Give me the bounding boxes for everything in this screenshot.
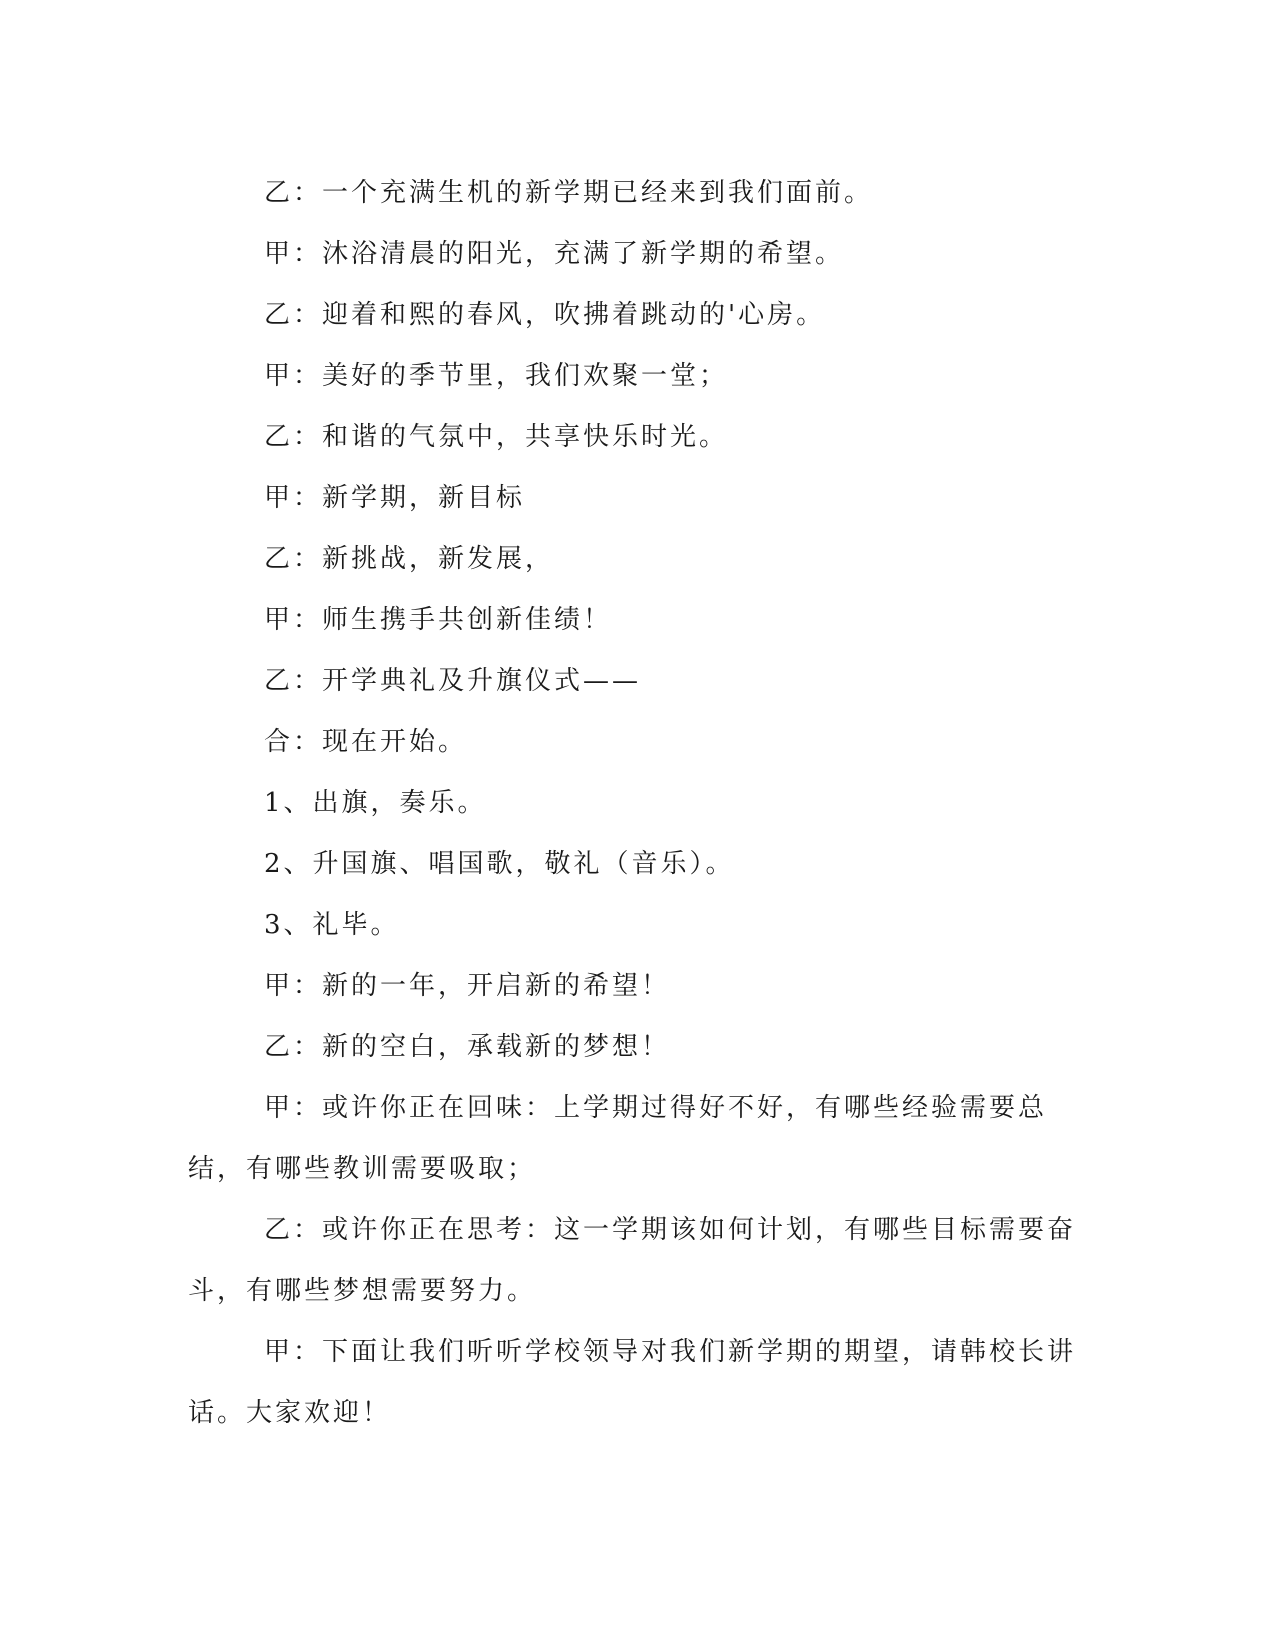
paragraph: 合：现在开始。 [264,727,468,757]
paragraph: 甲：下面让我们听听学校领导对我们新学期的期望，请韩校长讲话。大家欢迎！ [188,1337,1077,1428]
list-item: 3、礼毕。 [264,910,400,940]
paragraph: 乙：一个充满生机的新学期已经来到我们面前。 [264,178,874,208]
paragraph: 甲：沐浴清晨的阳光，充满了新学期的希望。 [264,239,845,269]
paragraph: 乙：新的空白，承载新的梦想！ [264,1032,671,1062]
list-item: 2、升国旗、唱国歌，敬礼（音乐）。 [264,849,735,879]
document-body [188,163,1078,1444]
paragraph: 甲：或许你正在回味：上学期过得好不好，有哪些经验需要总结，有哪些教训需要吸取； [188,1093,1048,1184]
paragraph: 乙：或许你正在思考：这一学期该如何计划，有哪些目标需要奋斗，有哪些梦想需要努力。 [188,1215,1077,1306]
paragraph: 乙：和谐的气氛中，共享快乐时光。 [264,422,729,452]
list-item: 1、出旗，奏乐。 [264,788,487,818]
paragraph: 甲：师生携手共创新佳绩！ [264,605,613,635]
paragraph: 乙：新挑战，新发展， [264,544,555,574]
paragraph: 乙：迎着和熙的春风，吹拂着跳动的'心房。 [264,300,826,330]
paragraph: 甲：新学期，新目标 [264,483,526,513]
paragraph: 甲：美好的季节里，我们欢聚一堂； [264,361,729,391]
paragraph: 甲：新的一年，开启新的希望！ [264,971,671,1001]
paragraph: 乙：开学典礼及升旗仪式—— [264,666,642,696]
